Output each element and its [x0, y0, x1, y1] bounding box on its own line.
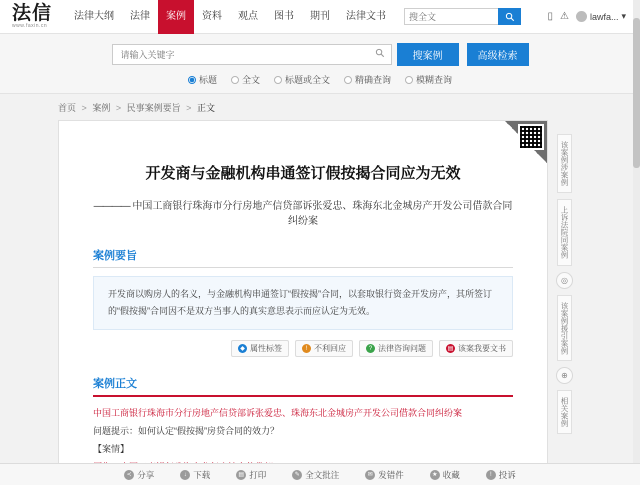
bottom-print[interactable]: [236, 469, 266, 481]
top-nav: [66, 0, 394, 34]
bottom-label: 全文批注: [305, 469, 340, 480]
bottom-download[interactable]: [180, 469, 210, 481]
search-option-4[interactable]: [405, 73, 452, 86]
breadcrumb-separator: >: [81, 103, 87, 113]
tool-legal-question[interactable]: [359, 340, 433, 357]
rail-item-related[interactable]: 相关案例: [557, 390, 572, 434]
header-right: [547, 11, 632, 22]
breadcrumb: [0, 94, 640, 120]
rail-item-2[interactable]: 该案例援引案例: [557, 295, 572, 362]
radio-icon: [405, 76, 413, 84]
tool-label: 该案我要文书: [458, 344, 506, 353]
document-toolbar: [93, 340, 513, 357]
search-icon: [505, 12, 515, 22]
search-cases-button[interactable]: 搜案例: [397, 43, 459, 66]
doc-icon: ▤: [447, 346, 454, 352]
bottom-annotate[interactable]: [292, 469, 339, 481]
question-icon: ?: [366, 344, 375, 353]
search-option-label: 标题: [198, 75, 217, 85]
body-paragraph-1: 【案情】: [93, 444, 130, 454]
bottom-label: 收藏: [442, 469, 460, 480]
search-icon[interactable]: [375, 48, 385, 61]
bottom-label: 分享: [137, 469, 155, 480]
target-icon[interactable]: ◎: [556, 272, 573, 289]
annotate-icon: ✎: [292, 470, 302, 480]
nav-item-4[interactable]: 观点: [238, 10, 259, 22]
divider: [93, 267, 513, 268]
page-title: 开发商与金融机构串通签订假按揭合同应为无效: [145, 164, 461, 182]
complaint-icon: !: [486, 470, 496, 480]
scrollbar-thumb[interactable]: [633, 18, 640, 168]
body-section: [93, 375, 513, 397]
bottom-favorite[interactable]: [430, 469, 460, 481]
download-icon: ↓: [180, 470, 190, 480]
radio-icon: [231, 76, 239, 84]
abstract-heading: 案例要旨: [93, 250, 137, 262]
nav-item-5[interactable]: 图书: [274, 10, 295, 22]
advanced-search-button[interactable]: 高级检索: [467, 43, 529, 66]
bottom-send[interactable]: [365, 469, 404, 481]
search-option-1[interactable]: [231, 73, 260, 86]
main-search-box: [112, 44, 392, 65]
bottom-share[interactable]: [124, 469, 154, 481]
breadcrumb-item-1[interactable]: 案例: [92, 103, 111, 113]
subtitle-dash: ————: [93, 201, 130, 212]
star-icon: ★: [430, 470, 440, 480]
body-heading: 案例正文: [93, 378, 137, 390]
abstract-section: [93, 247, 513, 330]
bottom-label: 发错件: [378, 469, 404, 480]
breadcrumb-item-0[interactable]: 首页: [58, 103, 77, 113]
search-option-label: 全文: [241, 75, 260, 85]
header-search-button[interactable]: [498, 8, 521, 25]
print-icon: ▤: [236, 470, 246, 480]
nav-item-3[interactable]: 资料: [202, 10, 223, 22]
top-bar: [0, 0, 640, 34]
search-option-3[interactable]: [344, 73, 391, 86]
document-subtitle: [93, 199, 513, 229]
main-search-input[interactable]: [119, 49, 375, 61]
search-panel: [0, 34, 640, 94]
right-rail: [556, 134, 573, 434]
divider-red: [93, 395, 513, 397]
radio-icon: [344, 76, 352, 84]
tool-label: 不利回应: [314, 344, 346, 353]
abstract-text: 开发商以购房人的名义，与金融机构串通签订“假按揭”合同，以套取银行资金开发房产，其所签订的“假按揭”合同因不是双方当事人的真实意思表示而应认定为无效。: [93, 276, 513, 330]
nav-item-0[interactable]: 法律大纲: [74, 10, 115, 22]
user-name: lawfa...: [589, 11, 619, 22]
warning-icon[interactable]: ⚠: [559, 11, 569, 22]
radio-icon: [274, 76, 282, 84]
tool-label: 属性标签: [250, 344, 282, 353]
search-option-label: 模糊查询: [416, 75, 453, 85]
content-stage: [0, 120, 640, 480]
share-icon: ≺: [124, 470, 134, 480]
qr-corner: [505, 121, 547, 163]
body-paragraph-0: 问题提示：如何认定“假按揭”房贷合同的效力？: [93, 426, 279, 436]
search-option-2[interactable]: [274, 73, 330, 86]
header-search-input[interactable]: [404, 8, 498, 25]
rail-item-1[interactable]: 上诉法院同案例: [557, 199, 572, 266]
nav-item-7[interactable]: 法律文书: [346, 10, 387, 22]
nav-item-1[interactable]: 法律: [130, 10, 151, 22]
related-icon[interactable]: ⊕: [556, 367, 573, 384]
tool-adverse-response[interactable]: [295, 340, 353, 357]
radio-icon: [188, 76, 196, 84]
header-search: [404, 8, 521, 25]
send-icon: ✉: [365, 470, 375, 480]
site-logo[interactable]: [12, 1, 53, 30]
chevron-down-icon: ▾: [621, 11, 626, 21]
search-option-label: 标题或全文: [284, 75, 330, 85]
bottom-label: 打印: [249, 469, 267, 480]
logo-text: 法信: [12, 1, 53, 24]
page-scrollbar[interactable]: [633, 0, 640, 463]
user-menu[interactable]: [576, 11, 626, 22]
breadcrumb-item-2[interactable]: 民事案例要旨: [126, 103, 181, 113]
bottom-toolbar: [0, 463, 640, 485]
bottom-label: 下载: [193, 469, 211, 480]
qr-code-icon[interactable]: [518, 124, 544, 150]
mobile-icon[interactable]: ▯: [547, 11, 553, 22]
tool-request-document[interactable]: [439, 340, 513, 357]
search-options: [0, 73, 640, 86]
tool-label: 法律咨询问题: [378, 344, 426, 353]
document-panel: [58, 120, 548, 478]
search-option-label: 精确查询: [355, 75, 392, 85]
logo-url: www.faxin.cn: [12, 22, 48, 29]
breadcrumb-separator: >: [115, 103, 122, 113]
nav-item-2[interactable]: 案例: [158, 0, 194, 34]
avatar: [576, 11, 587, 22]
tool-attribute-tag[interactable]: [231, 340, 289, 357]
case-heading: 中国工商银行珠海市分行房地产信贷部诉张爱忠、珠海东北金城房产开发公司借款合同纠纷案: [93, 408, 463, 418]
bottom-complaint[interactable]: [486, 469, 516, 481]
warning-icon: !: [302, 344, 311, 353]
search-option-0[interactable]: [188, 73, 217, 86]
subtitle-text: 中国工商银行珠海市分行房地产信贷部诉张爱忠、珠海东北金城房产开发公司借款合同纠纷案: [132, 201, 513, 227]
bottom-label: 投诉: [498, 469, 516, 480]
breadcrumb-separator: >: [186, 103, 192, 113]
rail-item-0[interactable]: 该案例涉案例: [557, 134, 572, 193]
tag-icon: ◆: [238, 344, 247, 353]
breadcrumb-current: 正文: [196, 103, 215, 113]
search-row: [0, 43, 640, 66]
nav-item-6[interactable]: 期刊: [310, 10, 331, 22]
